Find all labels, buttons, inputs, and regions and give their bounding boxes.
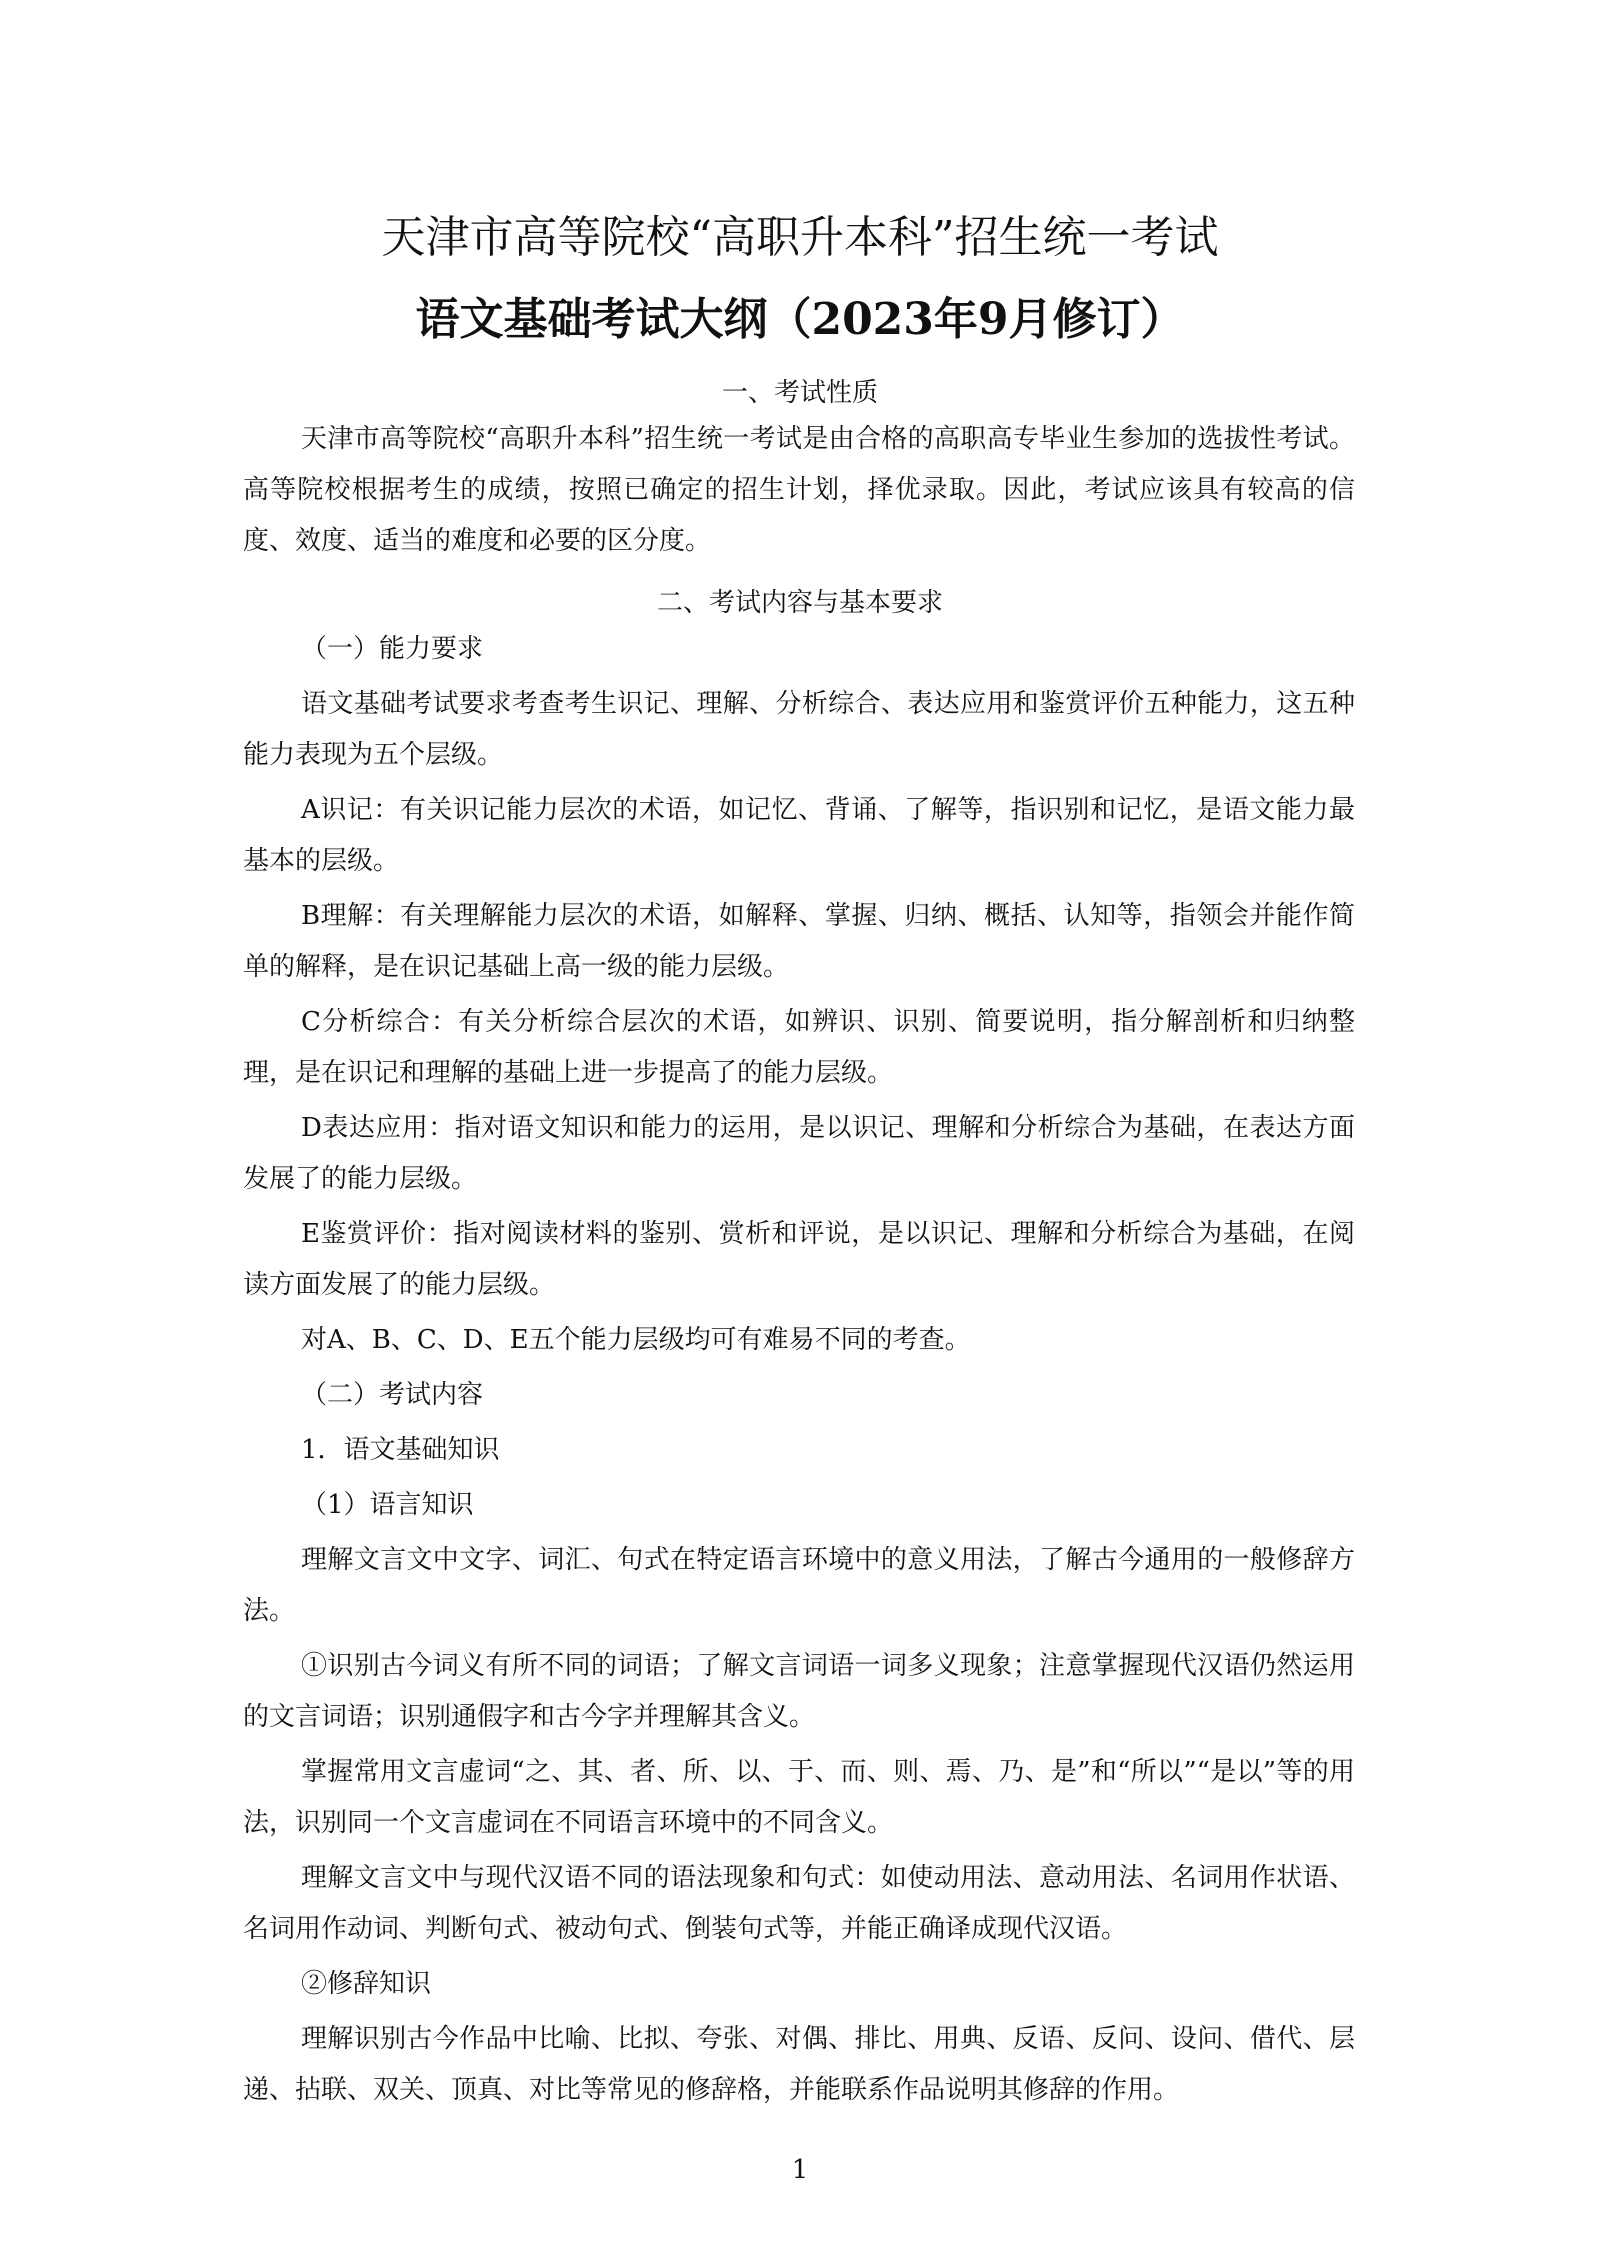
paragraph-level-e: E鉴赏评价：指对阅读材料的鉴别、赏析和评说，是以识记、理解和分析综合为基础，在阅读方面发展了的能力层级。 <box>243 1219 1355 1300</box>
page-number: 1 <box>791 2155 809 2185</box>
paragraph-level-b: B理解：有关理解能力层次的术语，如解释、掌握、归纳、概括、认知等，指领会并能作简单的解释，是在识记基础上高一级的能力层级。 <box>243 901 1355 982</box>
section-body-content-requirements <box>243 624 1355 2116</box>
section-heading-exam-nature: 一、考试性质 <box>721 378 878 408</box>
paragraph: 理解文言文中与现代汉语不同的语法现象和句式：如使动用法、意动用法、名词用作状语、名词用作动词、判断句式、被动句式、倒装句式等，并能正确译成现代汉语。 <box>243 1863 1355 1944</box>
paragraph-level-a: A识记：有关识记能力层次的术语，如记忆、背诵、了解等，指识别和记忆，是语文能力最基本的层级。 <box>243 795 1355 876</box>
paragraph: 理解文言文中文字、词汇、句式在特定语言环境中的意义用法，了解古今通用的一般修辞方法。 <box>243 1545 1355 1626</box>
paragraph: 理解识别古今作品中比喻、比拟、夸张、对偶、排比、用典、反语、反问、设问、借代、层递、拈联、双关、顶真、对比等常见的修辞格，并能联系作品说明其修辞的作用。 <box>243 2024 1355 2105</box>
section-heading-content-requirements: 二、考试内容与基本要求 <box>656 588 943 618</box>
subheading-language-knowledge: （1）语言知识 <box>301 1490 474 1520</box>
section-body-exam-nature <box>243 414 1355 567</box>
paragraph-level-d: D表达应用：指对语文知识和能力的运用，是以识记、理解和分析综合为基础，在表达方面发展了的能力层级。 <box>243 1113 1355 1194</box>
subheading-rhetoric-knowledge: ②修辞知识 <box>301 1969 432 1999</box>
document-title-line1: 天津市高等院校“高职升本科”招生统一考试 <box>381 212 1219 263</box>
paragraph: 语文基础考试要求考查考生识记、理解、分析综合、表达应用和鉴赏评价五种能力，这五种能力表现为五个层级。 <box>243 689 1355 770</box>
paragraph: 掌握常用文言虚词“之、其、者、所、以、于、而、则、焉、乃、是”和“所以”“是以”等的用法，识别同一个文言虚词在不同语言环境中的不同含义。 <box>243 1757 1355 1838</box>
paragraph: ①识别古今词义有所不同的词语；了解文言词语一词多义现象；注意掌握现代汉语仍然运用的文言词语；识别通假字和古今字并理解其含义。 <box>243 1651 1355 1732</box>
document-title-line2: 语文基础考试大纲（2023年9月修订） <box>415 294 1185 345</box>
paragraph-level-c: C分析综合：有关分析综合层次的术语，如辨识、识别、简要说明，指分解剖析和归纳整理，是在识记和理解的基础上进一步提高了的能力层级。 <box>243 1007 1355 1088</box>
subheading-ability-requirements: （一）能力要求 <box>301 634 484 664</box>
paragraph: 对A、B、C、D、E五个能力层级均可有难易不同的考查。 <box>301 1325 971 1355</box>
subheading-basic-knowledge: 1．语文基础知识 <box>301 1435 500 1465</box>
subheading-exam-content: （二）考试内容 <box>301 1380 484 1410</box>
paragraph: 天津市高等院校“高职升本科”招生统一考试是由合格的高职高专毕业生参加的选拔性考试。高等院校根据考生的成绩，按照已确定的招生计划，择优录取。因此，考试应该具有较高的信度、效度、适当的难度和必要的区分度。 <box>243 424 1355 556</box>
